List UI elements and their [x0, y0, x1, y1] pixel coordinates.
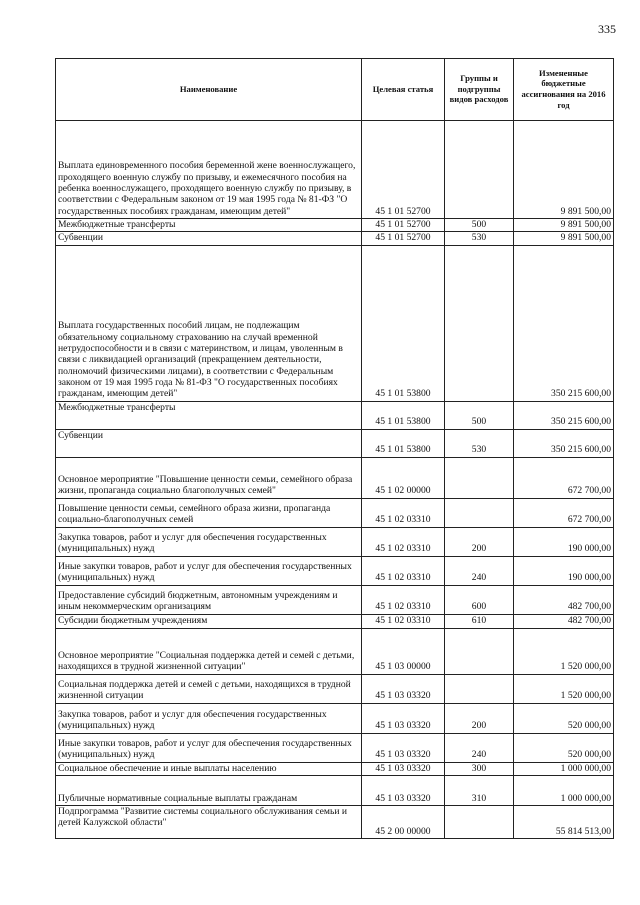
- table-row: [56, 498, 614, 527]
- row-target: 45 1 01 52700: [362, 232, 445, 245]
- row-name: Социальное обеспечение и иные выплаты населению: [56, 762, 362, 775]
- row-group: 240: [445, 556, 514, 585]
- row-name: Иные закупки товаров, работ и услуг для обеспечения государственных (муниципальных) нужд: [56, 556, 362, 585]
- row-group: [445, 674, 514, 703]
- row-sum: 9 891 500,00: [514, 232, 614, 245]
- row-name: Межбюджетные трансферты: [56, 401, 362, 429]
- table-row: [56, 457, 614, 498]
- row-sum: 1 520 000,00: [514, 628, 614, 674]
- row-sum: 1 520 000,00: [514, 674, 614, 703]
- table-row: [56, 556, 614, 585]
- table-row: [56, 614, 614, 628]
- row-name: Основное мероприятие "Социальная поддержка детей и семей с детьми, находящихся в трудной жизненной ситуации": [56, 628, 362, 674]
- row-target: 45 1 01 53800: [362, 401, 445, 429]
- row-group: 200: [445, 703, 514, 733]
- row-name: Субвенции: [56, 429, 362, 457]
- row-sum: 350 215 600,00: [514, 429, 614, 457]
- row-group: 310: [445, 775, 514, 805]
- row-group: [445, 121, 514, 219]
- row-name: Выплата государственных пособий лицам, не подлежащим обязательному социальному страхованию на случай временной нетрудоспособности и в связи с материнством, и лицам, уволенным в связи с ликвидацией организаций (прекращением деятельности, полномочий физическими лицами), в соответствии с Федеральным законом от 19 мая 1995 года № 81-ФЗ "О государственных пособиях гражданам, имеющим детей": [56, 245, 362, 401]
- row-name: Иные закупки товаров, работ и услуг для обеспечения государственных (муниципальных) нужд: [56, 733, 362, 762]
- page-number: 335: [598, 22, 616, 36]
- row-name: Основное мероприятие "Повышение ценности семьи, семейного образа жизни, пропаганда социально благополучных семей": [56, 457, 362, 498]
- row-sum: 9 891 500,00: [514, 219, 614, 232]
- row-sum: 350 215 600,00: [514, 245, 614, 401]
- row-target: 45 1 01 52700: [362, 219, 445, 232]
- header-name: Наименование: [56, 59, 362, 121]
- row-sum: 1 000 000,00: [514, 775, 614, 805]
- row-name: Субвенции: [56, 232, 362, 245]
- row-sum: 672 700,00: [514, 457, 614, 498]
- row-target: 45 1 03 03320: [362, 762, 445, 775]
- table-row: [56, 429, 614, 457]
- header-target-article: Целевая статья: [362, 59, 445, 121]
- table-row: [56, 585, 614, 614]
- row-group: [445, 805, 514, 838]
- row-group: [445, 245, 514, 401]
- row-group: [445, 628, 514, 674]
- row-sum: 482 700,00: [514, 585, 614, 614]
- row-sum: 9 891 500,00: [514, 121, 614, 219]
- row-sum: 190 000,00: [514, 527, 614, 556]
- table-row: [56, 628, 614, 674]
- row-target: 45 1 03 00000: [362, 628, 445, 674]
- table-row: [56, 733, 614, 762]
- row-name: Публичные нормативные социальные выплаты гражданам: [56, 775, 362, 805]
- row-name: Выплата единовременного пособия беременной жене военнослужащего, проходящего военную службу по призыву, и ежемесячного пособия на ребенка военнослужащего, проходящего военную службу по призыву, в соответствии с Федеральным законом от 19 мая 1995 года № 81-ФЗ "О государственных пособиях гражданам, имеющим детей": [56, 121, 362, 219]
- row-target: 45 1 03 03320: [362, 674, 445, 703]
- row-target: 45 1 02 03310: [362, 556, 445, 585]
- row-group: [445, 457, 514, 498]
- row-target: 45 1 03 03320: [362, 733, 445, 762]
- table-row: [56, 762, 614, 775]
- table-row: [56, 703, 614, 733]
- row-sum: 482 700,00: [514, 614, 614, 628]
- row-sum: 672 700,00: [514, 498, 614, 527]
- row-name: Повышение ценности семьи, семейного образа жизни, пропаганда социально-благополучных семей: [56, 498, 362, 527]
- table-row: [56, 219, 614, 232]
- header-expense-groups: Группы и подгруппы видов расходов: [445, 59, 514, 121]
- row-sum: 1 000 000,00: [514, 762, 614, 775]
- table-row: [56, 775, 614, 805]
- budget-table: [55, 58, 614, 839]
- table-row: [56, 232, 614, 245]
- row-group: 610: [445, 614, 514, 628]
- table-header-row: [56, 59, 614, 121]
- row-sum: 350 215 600,00: [514, 401, 614, 429]
- row-sum: 520 000,00: [514, 703, 614, 733]
- table-row: [56, 674, 614, 703]
- row-group: 300: [445, 762, 514, 775]
- row-name: Социальная поддержка детей и семей с детьми, находящихся в трудной жизненной ситуации: [56, 674, 362, 703]
- row-target: 45 1 01 53800: [362, 429, 445, 457]
- row-name: Межбюджетные трансферты: [56, 219, 362, 232]
- row-sum: 520 000,00: [514, 733, 614, 762]
- table-row: [56, 401, 614, 429]
- row-target: 45 1 02 00000: [362, 457, 445, 498]
- row-target: 45 1 01 53800: [362, 245, 445, 401]
- row-group: [445, 498, 514, 527]
- row-group: 240: [445, 733, 514, 762]
- row-group: 530: [445, 232, 514, 245]
- row-target: 45 1 03 03320: [362, 703, 445, 733]
- row-sum: 190 000,00: [514, 556, 614, 585]
- row-target: 45 1 02 03310: [362, 585, 445, 614]
- row-group: 500: [445, 401, 514, 429]
- row-name: Субсидии бюджетным учреждениям: [56, 614, 362, 628]
- table-row: [56, 805, 614, 838]
- row-target: 45 2 00 00000: [362, 805, 445, 838]
- row-target: 45 1 02 03310: [362, 527, 445, 556]
- table-row: [56, 121, 614, 219]
- header-budget-allocations: Измененные бюджетные ассигнования на 2016 год: [514, 59, 614, 121]
- row-group: 500: [445, 219, 514, 232]
- table-row: [56, 527, 614, 556]
- row-group: 530: [445, 429, 514, 457]
- row-name: Закупка товаров, работ и услуг для обеспечения государственных (муниципальных) нужд: [56, 527, 362, 556]
- row-name: Подпрограмма "Развитие системы социального обслуживания семьи и детей Калужской области": [56, 805, 362, 838]
- row-name: Предоставление субсидий бюджетным, автономным учреждениям и иным некоммерческим организациям: [56, 585, 362, 614]
- table-row: [56, 245, 614, 401]
- row-group: 200: [445, 527, 514, 556]
- row-name: Закупка товаров, работ и услуг для обеспечения государственных (муниципальных) нужд: [56, 703, 362, 733]
- row-target: 45 1 02 03310: [362, 614, 445, 628]
- row-sum: 55 814 513,00: [514, 805, 614, 838]
- row-target: 45 1 01 52700: [362, 121, 445, 219]
- row-group: 600: [445, 585, 514, 614]
- row-target: 45 1 03 03320: [362, 775, 445, 805]
- row-target: 45 1 02 03310: [362, 498, 445, 527]
